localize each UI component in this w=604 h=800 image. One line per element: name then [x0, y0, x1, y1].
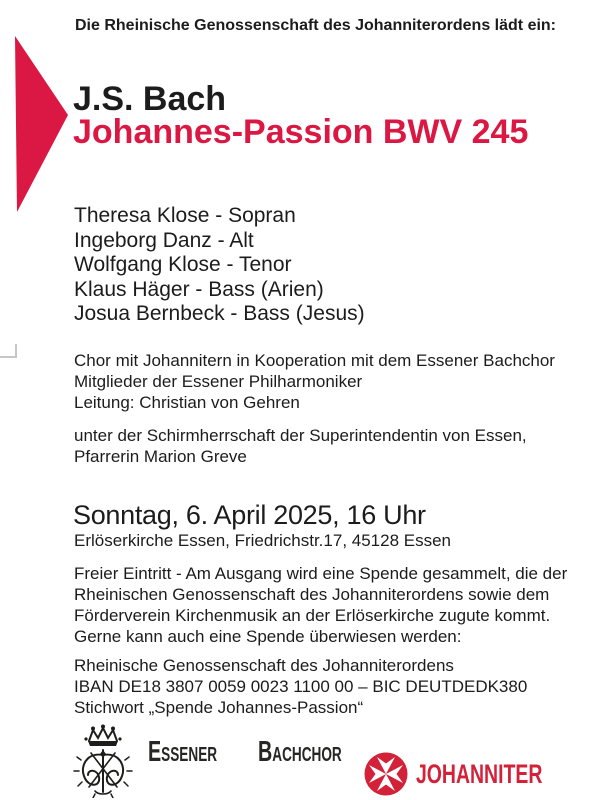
ensemble-line: Leitung: Christian von Gehren [74, 393, 300, 412]
donation-line: Rheinischen Genossenschaft des Johanniterordens sowie dem [74, 585, 550, 604]
event-venue: Erlöserkirche Essen, Friedrichstr.17, 45128 Essen [74, 531, 452, 550]
bachchor-emblem-icon [72, 724, 136, 798]
performer-line: Theresa Klose - Sopran [74, 204, 296, 227]
performer-line: Wolfgang Klose - Tenor [74, 253, 292, 276]
ensemble-line: Mitglieder der Essener Philharmoniker [74, 372, 363, 391]
patronage-line: unter der Schirmherrschaft der Superintendentin von Essen, [74, 426, 527, 445]
donation-line: Förderverein Kirchenmusik an der Erlöserkirche zugute kommt. [74, 606, 551, 625]
bank-line: IBAN DE18 3807 0059 0023 1100 00 – BIC DEUTDEDK380 [74, 677, 528, 696]
ensemble-line: Chor mit Johannitern in Kooperation mit dem Essener Bachchor [74, 351, 555, 370]
composer-title: J.S. Bach [73, 80, 227, 118]
donation-info [74, 563, 567, 647]
bachchor-logo-text [148, 736, 381, 768]
invite-line: Die Rheinische Genossenschaft des Johanniterordens lädt ein: [75, 17, 557, 34]
bank-line: Rheinische Genossenschaft des Johanniterordens [74, 656, 454, 675]
patronage-line: Pfarrerin Marion Greve [74, 447, 247, 466]
scan-artifact [0, 356, 16, 358]
performer-line: Josua Bernbeck - Bass (Jesus) [74, 302, 365, 325]
red-arrow-icon [12, 33, 70, 215]
performer-line: Klaus Häger - Bass (Arien) [74, 277, 324, 301]
bank-info [74, 655, 527, 718]
bachchor-logo-line2: Bachchor [257, 736, 342, 768]
event-date: Sonntag, 6. April 2025, 16 Uhr [73, 500, 426, 530]
johanniter-cross-icon [364, 752, 408, 796]
donation-line: Gerne kann auch eine Spende überwiesen werden: [74, 627, 462, 646]
bank-line: Stichwort „Spende Johannes-Passion“ [74, 698, 364, 717]
johanniter-logo-text [416, 761, 592, 788]
work-title: Johannes-Passion BWV 245 [73, 113, 529, 151]
patronage-info [74, 425, 527, 467]
johanniter-logo-label: JOHANNITER [416, 759, 543, 789]
performer-line: Ingeborg Danz - Alt [74, 228, 254, 252]
ensemble-info [74, 350, 555, 413]
bachchor-logo-line1: Essener [148, 736, 218, 768]
performers-list [74, 204, 365, 327]
scan-artifact [15, 344, 17, 358]
donation-line: Freier Eintritt - Am Ausgang wird eine Spende gesammelt, die der [74, 564, 568, 583]
